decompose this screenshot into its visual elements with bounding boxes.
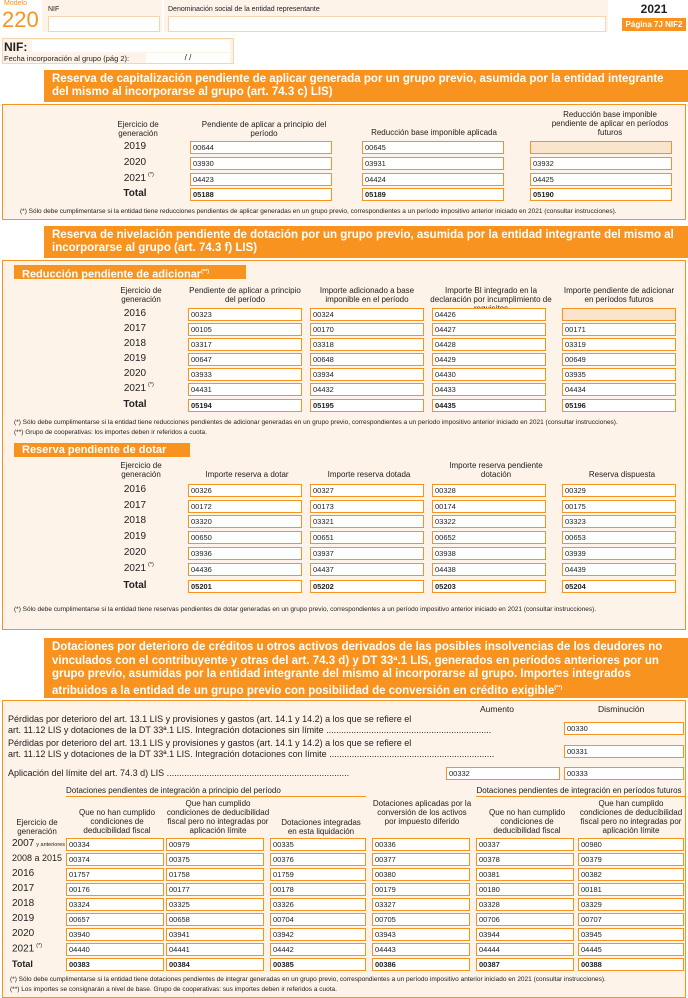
s3-row-year — [12, 898, 34, 909]
form-year: 2021 — [640, 2, 668, 16]
s3-row-year-text: 2021 — [12, 943, 35, 955]
s2b-cell[interactable]: 03320 — [188, 515, 302, 528]
s2b-cell[interactable]: 03322 — [432, 515, 546, 528]
s3-cell[interactable]: 03328 — [476, 898, 574, 911]
s2b-row-year: 2017 — [123, 500, 147, 511]
section1-title: Reserva de capitalización pendiente de aplicar generada por un grupo previo, asumida por la entidad integrante del mismo al incorporarse al grupo (art. 74.3 c) LIS) — [44, 70, 688, 102]
s3-cell[interactable]: 00706 — [476, 913, 574, 926]
nif-big-label: NIF: — [4, 40, 28, 54]
s3-row-year — [12, 928, 34, 939]
s1-row-sup: (*) — [148, 172, 154, 178]
s2a-total-label: Total — [123, 399, 147, 410]
s3-col-h2: Que han cumplido condiciones de deducibilidad fiscal pero no integradas por aplicación límite — [166, 799, 270, 835]
s2b-cell[interactable]: 03323 — [562, 515, 676, 528]
s3-row-year — [12, 883, 34, 894]
s3-cell[interactable]: 03945 — [578, 928, 684, 941]
s2a-cell[interactable]: 04432 — [310, 383, 424, 396]
section3-title-sup: (**) — [554, 684, 563, 691]
s3-cell[interactable]: 00334 — [66, 838, 164, 851]
s2a-total-cell[interactable]: 04435 — [432, 399, 546, 412]
s2b-cell[interactable]: 00650 — [188, 531, 302, 544]
s2b-row-year: 2016 — [123, 484, 147, 495]
s2b-note: (*) Sólo debe cumplimentarse si la entidad tiene reservas pendientes de dotar generadas en un grupo previo, correspondientes a un período impositivo anterior iniciado en 2021 (consultar instrucciones). — [14, 606, 597, 613]
s3-cell[interactable]: 00707 — [578, 913, 684, 926]
nif-header-label: NIF — [48, 6, 60, 13]
page-label: Página 7J NIF2 — [622, 18, 686, 31]
s2b-cell[interactable]: 00651 — [310, 531, 424, 544]
s2a-col-bi-integrado: Importe BI integrado en la declaración por incumplimiento de — [430, 286, 552, 304]
s3-row-year-text: 2017 — [12, 883, 35, 894]
s3-line2a: Pérdidas por deterioro del art. 13.1 LIS y provisiones y gastos (art. 14.1 y 14.2) a los que se refiere el — [8, 738, 412, 748]
s3-cell[interactable]: 03329 — [578, 898, 684, 911]
s3-cell[interactable]: 00374 — [66, 853, 164, 866]
s1-cell-futuros[interactable]: 04425 — [530, 173, 672, 186]
s2b-cell[interactable]: 00174 — [432, 500, 546, 513]
s3-row-year-sub: (*) — [36, 943, 43, 949]
s1-col-reduccion-aplicada: Reducción base imponible aplicada — [371, 128, 497, 137]
s2a-col-pendiente-futuros: Importe pendiente de adicionar en períodos futuros — [563, 286, 675, 304]
s3-cell[interactable]: 01757 — [66, 868, 164, 881]
s2a-cell[interactable]: 00171 — [562, 323, 676, 336]
s3-cell[interactable]: 00336 — [372, 838, 470, 851]
s3-cell[interactable]: 03941 — [166, 928, 264, 941]
s2a-cell[interactable]: 00648 — [310, 353, 424, 366]
nif-field[interactable] — [32, 40, 230, 52]
s3-row-year-text: 2018 — [12, 898, 35, 909]
s2b-row-year: 2020 — [123, 547, 147, 558]
s3-group2-header: Dotaciones pendientes de integración en períodos futuros — [476, 786, 682, 795]
s2b-col-dispuesta: Reserva dispuesta — [588, 470, 656, 479]
sub-reduccion-label: Reducción pendiente de adicionar — [22, 268, 202, 281]
s3-line3: Aplicación del límite del art. 74.3 d) LIS ......................................................................... — [8, 768, 350, 778]
s2b-cell[interactable]: 04439 — [562, 563, 676, 576]
s2b-cell[interactable]: 03321 — [310, 515, 424, 528]
s3-group1-header: Dotaciones pendientes de integración a principio del período — [66, 786, 281, 795]
s3-row-year — [12, 868, 34, 879]
s3-row-year — [12, 853, 62, 863]
s1-cell-aplicada[interactable]: 03931 — [362, 157, 504, 170]
s2b-cell[interactable]: 03937 — [310, 547, 424, 560]
s2a-cell[interactable]: 00323 — [188, 308, 302, 321]
s3-cell[interactable]: 00176 — [66, 883, 164, 896]
s1-col-reduccion-pendiente: Reducción base imponible pendiente de aplicar en períodos futuros — [551, 110, 669, 137]
s1-cell-pendiente[interactable]: 04423 — [190, 173, 332, 186]
s2b-total-cell[interactable]: 05201 — [188, 580, 302, 593]
s2a-cell[interactable]: 00649 — [562, 353, 676, 366]
s2b-cell[interactable]: 00329 — [562, 484, 676, 497]
s1-cell-pendiente[interactable]: 00644 — [190, 141, 332, 154]
s2b-total-cell[interactable]: 05204 — [562, 580, 676, 593]
s3-cell[interactable]: 00180 — [476, 883, 574, 896]
section2-title: Reserva de nivelación pendiente de dotación por un grupo previo, asumida por la entidad integrante del mismo al incorporarse al grupo (art. 74.3 f) LIS) — [44, 226, 688, 258]
s3-col-h1: Que no han cumplido condiciones de deducibilidad fiscal — [78, 808, 156, 835]
s2a-cell[interactable]: 04428 — [432, 338, 546, 351]
s3-cell[interactable]: 03326 — [270, 898, 366, 911]
section3-title-text: Dotaciones por deterioro de créditos u otros activos derivados de las posibles insolvencias de los deudores no vinculados con el contribuyente y otras del art. 74.3 d) y DT 33ª.1 LIS, generados en períodos anteriores por un grupo previo, asumidas por la entidad integrante del mismo al incorporarse al grupo. Importes integrados atribuidos a la entidad de un grupo previo con posibilidad de conversión en crédito exigible — [52, 641, 663, 697]
s1-row-year: 2021 — [123, 173, 147, 184]
s2a-row-year: 2016 — [123, 308, 147, 319]
s3-cell[interactable]: 04445 — [578, 943, 684, 956]
fecha-label: Fecha incorporación al grupo (pág 2): — [4, 54, 130, 63]
s2b-cell[interactable]: 00172 — [188, 500, 302, 513]
s3-cell[interactable]: 00379 — [578, 853, 684, 866]
s2b-row-sup: (*) — [148, 562, 154, 568]
s1-cell-futuros[interactable] — [530, 141, 672, 154]
s2a-col-ejercicio: Ejercicio de generación — [120, 286, 162, 304]
s3-cell[interactable]: 00177 — [166, 883, 264, 896]
s2b-col-a-dotar: Importe reserva a dotar — [205, 470, 289, 479]
s3-row-year — [12, 943, 42, 954]
s3-cell[interactable]: 00658 — [166, 913, 264, 926]
s1-note: (*) Sólo debe cumplimentarse si la entidad tiene reducciones pendientes de aplicar generadas en un grupo previo, correspondientes a un período impositivo anterior iniciado en 2021 (consultar instrucciones). — [20, 208, 617, 215]
s3-line1a: Pérdidas por deterioro del art. 13.1 LIS y provisiones y gastos (art. 14.1 y 14.2) a los que se refiere el — [8, 714, 412, 724]
s1-row-year: 2020 — [123, 157, 147, 168]
s3-line2b: art. 11.12 LIS y dotaciones de la DT 33ª.1 LIS. Integración dotaciones con límite .................................................................. — [8, 749, 495, 759]
s2a-cell[interactable]: 03319 — [562, 338, 676, 351]
s3-row-year — [12, 838, 65, 849]
s1-total-pendiente[interactable]: 05188 — [190, 188, 332, 201]
s3-total-cell[interactable]: 00385 — [270, 958, 366, 971]
s2a-cell[interactable]: 03317 — [188, 338, 302, 351]
s2a-total-cell[interactable]: 05194 — [188, 399, 302, 412]
s3-cell[interactable]: 01759 — [270, 868, 366, 881]
s2b-cell[interactable]: 00328 — [432, 484, 546, 497]
s1-col-ejercicio: Ejercicio de generación — [117, 120, 159, 138]
s3-total-cell[interactable]: 00388 — [578, 958, 684, 971]
s2a-cell[interactable]: 04431 — [188, 383, 302, 396]
s2b-total-cell[interactable]: 05203 — [432, 580, 546, 593]
s3-cell[interactable]: 00382 — [578, 868, 684, 881]
modelo-number: 220 — [2, 7, 39, 32]
s3-total-cell[interactable]: 00383 — [66, 958, 164, 971]
s3-aumento-label: Aumento — [480, 704, 515, 714]
denominacion-field[interactable] — [168, 16, 606, 32]
s3-cell[interactable]: 00178 — [270, 883, 366, 896]
s2b-total-label: Total — [123, 580, 147, 591]
s3-group1-rule — [66, 796, 366, 797]
s3-cell[interactable]: 00381 — [476, 868, 574, 881]
s3-line1b: art. 11.12 LIS y dotaciones de la DT 33ª.1 LIS. Integración dotaciones sin límite .................................................................. — [8, 725, 492, 735]
s2b-cell[interactable]: 00652 — [432, 531, 546, 544]
s2a-cell[interactable]: 03935 — [562, 368, 676, 381]
s3-cell[interactable]: 00181 — [578, 883, 684, 896]
s3-row-year — [12, 913, 34, 924]
s2a-row-year: 2020 — [123, 368, 147, 379]
s1-total-aplicada[interactable]: 05189 — [362, 188, 504, 201]
s3-cell[interactable]: 03940 — [66, 928, 164, 941]
denominacion-label: Denominación social de la entidad representante — [168, 6, 320, 13]
sub-reduccion-title — [14, 265, 246, 279]
s3-cell[interactable]: 03324 — [66, 898, 164, 911]
sub-reduccion-sup: (**) — [201, 269, 210, 275]
s3-row-year-text: 2020 — [12, 928, 35, 939]
s2b-cell[interactable]: 00175 — [562, 500, 676, 513]
s2b-row-year: 2018 — [123, 515, 147, 526]
s3-cell[interactable]: 00377 — [372, 853, 470, 866]
s3-total-label: Total — [12, 959, 33, 969]
s3-cell[interactable]: 00376 — [270, 853, 366, 866]
s2b-cell[interactable]: 00326 — [188, 484, 302, 497]
s1-col-pendiente: Pendiente de aplicar a principio del período — [201, 120, 327, 138]
s3-row-year-sub: y anteriores — [36, 842, 65, 848]
s2a-note-1: (*) Sólo debe cumplimentarse si la entidad tiene reducciones pendientes de adicionar generadas en un grupo previo, correspondientes a un período impositivo anterior iniciado en 2021 (consultar instrucciones). — [14, 419, 618, 426]
s2a-cell[interactable]: 04426 — [432, 308, 546, 321]
s3-note-1: (*) Sólo debe cumplimentarse si la entidad tiene dotaciones pendientes de integrar generadas en un grupo previo, correspondientes a un período impositivo anterior iniciado en 2021 (consultar instrucciones). — [10, 976, 606, 983]
s2b-cell[interactable]: 04436 — [188, 563, 302, 576]
s3-total-cell[interactable]: 00387 — [476, 958, 574, 971]
s2a-row-year: 2019 — [123, 353, 147, 364]
s2a-cell[interactable]: 04427 — [432, 323, 546, 336]
s3-cell[interactable]: 04444 — [476, 943, 574, 956]
s3-cell[interactable]: 00980 — [578, 838, 684, 851]
section3-title — [44, 638, 688, 698]
s2a-cell[interactable] — [562, 308, 676, 321]
s2b-col-pendiente-dotacion: Importe reserva pendiente dotación — [449, 461, 543, 479]
s1-cell-pendiente[interactable]: 03930 — [190, 157, 332, 170]
s3-row-year-text: 2008 a 2015 — [12, 853, 63, 863]
s3-cell[interactable]: 01758 — [166, 868, 264, 881]
s3-cell[interactable]: 00179 — [372, 883, 470, 896]
s2b-col-ejercicio: Ejercicio de generación — [120, 461, 162, 479]
s2a-note-2: (**) Grupo de cooperativas: los importes deben ir referidos a cuota. — [14, 429, 207, 436]
s2a-cell[interactable]: 00105 — [188, 323, 302, 336]
s3-cell[interactable]: 00335 — [270, 838, 366, 851]
s3-row-year-text: 2016 — [12, 868, 35, 879]
s3-col-ejercicio: Ejercicio de generación — [16, 818, 58, 836]
s3-col-h5: Que no han cumplido condiciones de deducibilidad fiscal — [488, 808, 566, 835]
s3-cell-00333[interactable]: 00333 — [564, 767, 684, 780]
s3-cell[interactable]: 03327 — [372, 898, 470, 911]
s1-cell-aplicada[interactable]: 04424 — [362, 173, 504, 186]
s3-group2-rule — [476, 796, 686, 797]
s3-cell-00330[interactable]: 00330 — [564, 722, 684, 735]
s3-cell[interactable]: 04440 — [66, 943, 164, 956]
fecha-field[interactable]: / / — [146, 53, 230, 63]
s2a-total-cell[interactable]: 05195 — [310, 399, 424, 412]
s3-cell[interactable]: 04441 — [166, 943, 264, 956]
s2b-cell[interactable]: 00173 — [310, 500, 424, 513]
s2a-cell[interactable]: 03933 — [188, 368, 302, 381]
s3-cell[interactable]: 04443 — [372, 943, 470, 956]
s1-total-label: Total — [123, 188, 147, 199]
s3-cell[interactable]: 03325 — [166, 898, 264, 911]
sub-reserva-title: Reserva pendiente de dotar — [14, 443, 190, 457]
s3-cell[interactable]: 00375 — [166, 853, 264, 866]
s2a-row-year: 2017 — [123, 323, 147, 334]
s3-total-cell[interactable]: 00386 — [372, 958, 470, 971]
s2a-cell[interactable]: 04429 — [432, 353, 546, 366]
s1-cell-aplicada[interactable]: 00645 — [362, 141, 504, 154]
s1-row-year: 2019 — [123, 141, 147, 152]
s2a-cell[interactable]: 00170 — [310, 323, 424, 336]
s2b-cell[interactable]: 04438 — [432, 563, 546, 576]
s2a-col-adicionado: Importe adicionado a base imponible en el período — [319, 286, 415, 304]
s3-row-year-text: 2007 — [12, 838, 35, 849]
s3-note-2: (**) Los importes se consignarán a nivel de base. Grupo de cooperativas: sus importes deben ir referidos a cuota. — [10, 986, 337, 993]
s3-cell[interactable]: 00705 — [372, 913, 470, 926]
modelo-label: Modelo — [4, 0, 27, 7]
s3-cell[interactable]: 03942 — [270, 928, 366, 941]
s3-cell[interactable]: 03944 — [476, 928, 574, 941]
s2a-cell[interactable]: 04434 — [562, 383, 676, 396]
s2b-cell[interactable]: 00653 — [562, 531, 676, 544]
s2a-row-year: 2021 — [123, 383, 147, 394]
s2b-row-year: 2019 — [123, 531, 147, 542]
s3-cell-00331[interactable]: 00331 — [564, 745, 684, 758]
s2a-cell[interactable]: 04433 — [432, 383, 546, 396]
s3-cell[interactable]: 00378 — [476, 853, 574, 866]
s3-cell[interactable]: 03943 — [372, 928, 470, 941]
s3-disminucion-label: Disminución — [598, 704, 645, 714]
s2b-cell[interactable]: 00327 — [310, 484, 424, 497]
s3-total-cell[interactable]: 00384 — [166, 958, 264, 971]
s2a-cell[interactable]: 00647 — [188, 353, 302, 366]
s3-col-h4: Dotaciones aplicadas por la conversión de los activos por impuesto diferido — [372, 799, 472, 826]
s2a-cell[interactable]: 00324 — [310, 308, 424, 321]
s3-col-h6: Que han cumplido condiciones de deducibilidad fiscal pero no integradas por aplicación límite — [579, 799, 683, 835]
s3-row-year-text: 2019 — [12, 913, 35, 924]
s2a-row-year: 2018 — [123, 338, 147, 349]
s2a-total-cell[interactable]: 05196 — [562, 399, 676, 412]
s3-cell[interactable]: 00979 — [166, 838, 264, 851]
s3-cell[interactable]: 00337 — [476, 838, 574, 851]
s3-cell[interactable]: 00704 — [270, 913, 366, 926]
s2b-cell[interactable]: 03938 — [432, 547, 546, 560]
s2b-total-cell[interactable]: 05202 — [310, 580, 424, 593]
s2b-row-year: 2021 — [123, 563, 147, 574]
s3-cell[interactable]: 04442 — [270, 943, 366, 956]
s2a-cell[interactable]: 03934 — [310, 368, 424, 381]
s2b-cell[interactable]: 03939 — [562, 547, 676, 560]
s3-cell[interactable]: 00380 — [372, 868, 470, 881]
s2a-row-sup: (*) — [148, 382, 154, 388]
s2b-cell[interactable]: 03936 — [188, 547, 302, 560]
s3-cell[interactable]: 00657 — [66, 913, 164, 926]
s1-cell-futuros[interactable]: 03932 — [530, 157, 672, 170]
s3-cell-00332[interactable]: 00332 — [446, 767, 560, 780]
s2b-cell[interactable]: 04437 — [310, 563, 424, 576]
s2a-cell[interactable]: 04430 — [432, 368, 546, 381]
nif-header-field[interactable] — [48, 16, 160, 32]
s3-col-h3: Dotaciones integradas en esta liquidación — [281, 818, 361, 836]
s1-total-futuros[interactable]: 05190 — [530, 188, 672, 201]
s2a-col-pendiente: Pendiente de aplicar a principio del período — [189, 286, 301, 304]
s2b-col-dotada: Importe reserva dotada — [327, 470, 411, 479]
s2a-cell[interactable]: 03318 — [310, 338, 424, 351]
